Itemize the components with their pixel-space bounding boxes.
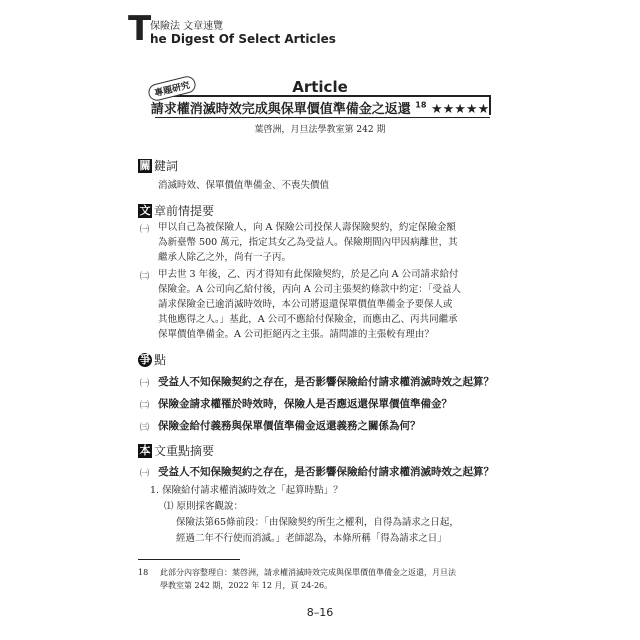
summary-question-number: ㈠	[140, 469, 150, 479]
fact-line: 甲以自己為被保險人，向 A 保險公司投保人壽保險契約，約定保險金額	[158, 222, 456, 233]
page-number: 8–16	[306, 606, 334, 619]
topic-tag-badge: 專題研究	[147, 74, 198, 102]
fact-line: 甲去世 3 年後，乙、丙才得知有此保險契約，於是乙向 A 公司請求給付	[158, 269, 459, 280]
section-heading-text: 文重點摘要	[154, 444, 215, 458]
footnote-rule	[138, 559, 240, 560]
header-english-title: he Digest Of Select Articles	[150, 32, 336, 46]
fact-line: 保險金。A 公司向乙給付後，丙向 A 公司主張契約條款中約定：「受益人	[158, 284, 462, 295]
footnote-line: 學教室第 242 期，2022 年 12 月，頁 24-26。	[160, 581, 333, 590]
article-author: 葉啓洲，月旦法學教室第 242 期	[254, 125, 386, 135]
summary-line: 1. 保險給付請求權消滅時效之「起算時點」？	[150, 485, 343, 496]
section-heading-text: 點	[154, 353, 167, 367]
header-initial-letter: T	[128, 9, 152, 49]
fact-number: ㈠	[140, 225, 150, 235]
article-title	[0, 98, 640, 117]
footnote	[138, 566, 456, 592]
section-issues-heading	[138, 351, 166, 368]
section-keywords-heading	[138, 157, 178, 174]
footnote-number: 18	[138, 568, 149, 577]
issue-number: ㈡	[140, 401, 150, 411]
keywords-text: 消滅時效、保單價值準備金、不喪失價值	[158, 180, 330, 191]
section-facts-heading	[138, 202, 214, 219]
rating-stars: ★★★★★	[430, 102, 490, 117]
title-rule-top	[155, 95, 490, 97]
issue-number: ㈠	[140, 379, 150, 389]
fact-line: 其他應得之人。」基此，A 公司不應給付保險金，而應由乙、丙共同繼承	[158, 314, 458, 325]
summary-line: 保險法第65條前段：「由保險契約所生之權利，自得為請求之日起，	[176, 517, 459, 528]
fact-line: 保單價值準備金。A 公司拒絕丙之主張。請問誰的主張較有理由？	[158, 329, 434, 340]
section-box-icon: 關	[139, 158, 151, 172]
issue-text: 保險金請求權罹於時效時，保險人是否應返還保單價值準備金？	[158, 398, 452, 410]
section-heading-text: 鍵詞	[154, 159, 179, 173]
title-rule-bottom	[155, 117, 490, 118]
section-heading-text: 章前情提要	[154, 204, 215, 218]
fact-number: ㈡	[140, 272, 150, 282]
fact-line: 請求保險金已逾消滅時效時，本公司將退還保單價值準備金予要保人或	[158, 299, 453, 310]
fact-line: 為新臺幣 500 萬元，指定其女乙為受益人。保險期間內甲因病離世，其	[158, 237, 458, 248]
article-title-text: 請求權消滅時效完成與保單價值準備金之返還	[150, 102, 411, 117]
summary-line: ⑴ 原則採客觀說：	[164, 501, 244, 512]
issue-number: ㈢	[140, 423, 150, 433]
fact-line: 繼承人除乙之外，尚有一子丙。	[158, 252, 292, 263]
issue-text: 保險金給付義務與保單價值準備金返還義務之關係為何？	[158, 420, 421, 432]
section-summary-heading	[138, 442, 214, 459]
issue-text: 受益人不知保險契約之存在，是否影響保險給付請求權消滅時效之起算？	[158, 376, 494, 388]
summary-line: 經過二年不行使而消滅。」老師認為，本條所稱「得為請求之日」	[176, 533, 447, 544]
section-box-icon: 本	[139, 443, 151, 457]
section-box-icon: 爭	[139, 352, 151, 366]
header-chinese-title: 保險法 文章速覽	[150, 21, 224, 32]
summary-question-text: 受益人不知保險契約之存在，是否影響保險給付請求權消滅時效之起算？	[158, 466, 494, 478]
footnote-reference: 18	[415, 100, 427, 110]
article-label: Article	[292, 78, 348, 96]
footnote-line: 此部分內容整理自：葉啓洲，請求權消滅時效完成與保單價值準備金之返還，月旦法	[160, 568, 456, 577]
section-box-icon: 文	[139, 203, 151, 217]
